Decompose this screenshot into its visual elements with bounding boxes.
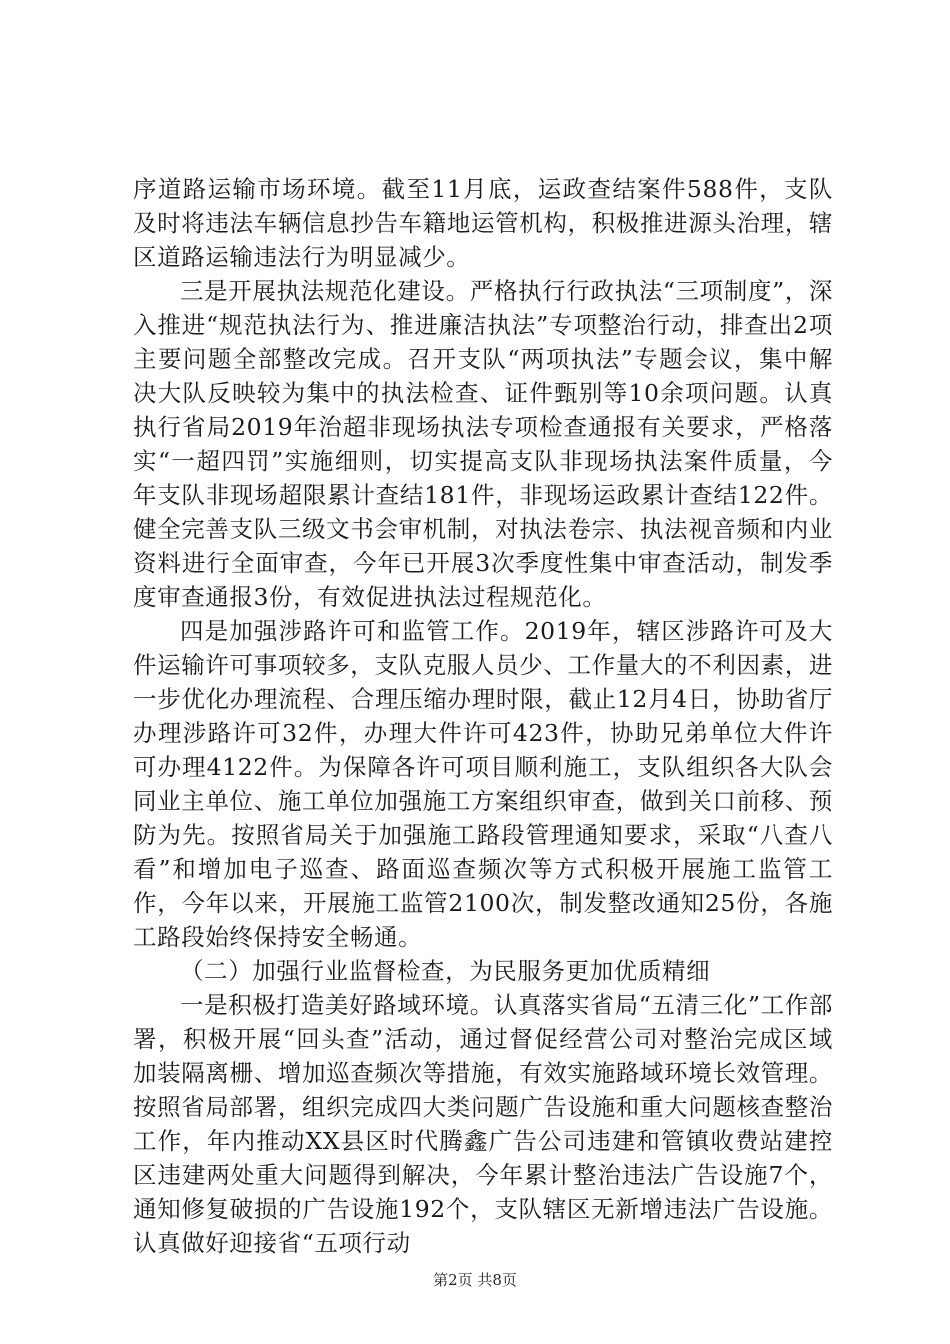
page-footer: 第2页 共8页 <box>433 1271 517 1289</box>
paragraph-2: 三是开展执法规范化建设。严格执行行政执法“三项制度”，深入推进“规范执法行为、推进廉洁执法”专项整治行动，排查出2项主要问题全部整改完成。召开支队“两项执法”专题会议，集中解决大队反映较为集中的执法检查、证件甄别等10余项问题。认真执行省局2019年治超非现场执法专项检查通报有关要求，严格落实“一超四罚”实施细则，切实提高支队非现场执法案件质量，今年支队非现场超限累计查结181件，非现场运政累计查结122件。健全完善支队三级文书会审机制，对执法卷宗、执法视音频和内业资料进行全面审查，今年已开展3次季度性集中审查活动，制发季度审查通报3份，有效促进执法过程规范化。 <box>133 277 833 611</box>
paragraph-1: 序道路运输市场环境。截至11月底，运政查结案件588件，支队及时将违法车辆信息抄告车籍地运管机构，积极推进源头治理，辖区道路运输违法行为明显减少。 <box>133 175 833 271</box>
paragraph-3: 四是加强涉路许可和监管工作。2019年，辖区涉路许可及大件运输许可事项较多，支队克服人员少、工作量大的不利因素，进一步优化办理流程、合理压缩办理时限，截止12月4日，协助省厅办理涉路许可32件，办理大件许可423件，协助兄弟单位大件许可办理4122件。为保障各许可项目顺利施工，支队组织各大队会同业主单位、施工单位加强施工方案组织审查，做到关口前移、预防为先。按照省局关于加强施工路段管理通知要求，采取“八查八看”和增加电子巡查、路面巡查频次等方式积极开展施工监管工作，今年以来，开展施工监管2100次，制发整改通知25份，各施工路段始终保持安全畅通。 <box>133 617 833 951</box>
paragraph-4: 一是积极打造美好路域环境。认真落实省局“五清三化”工作部署，积极开展“回头查”活动，通过督促经营公司对整治完成区域加装隔离栅、增加巡查频次等措施，有效实施路域环境长效管理。按照省局部署，组织完成四大类问题广告设施和重大问题核查整治工作，年内推动XX县区时代腾鑫广告公司违建和管镇收费站建控区违建两处重大问题得到解决，今年累计整治违法广告设施7个，通知修复破损的广告设施192个，支队辖区无新增违法广告设施。认真做好迎接省“五项行动 <box>133 991 833 1257</box>
document-body <box>133 172 833 1260</box>
section-heading: （二）加强行业监督检查，为民服务更加优质精细 <box>180 957 711 985</box>
